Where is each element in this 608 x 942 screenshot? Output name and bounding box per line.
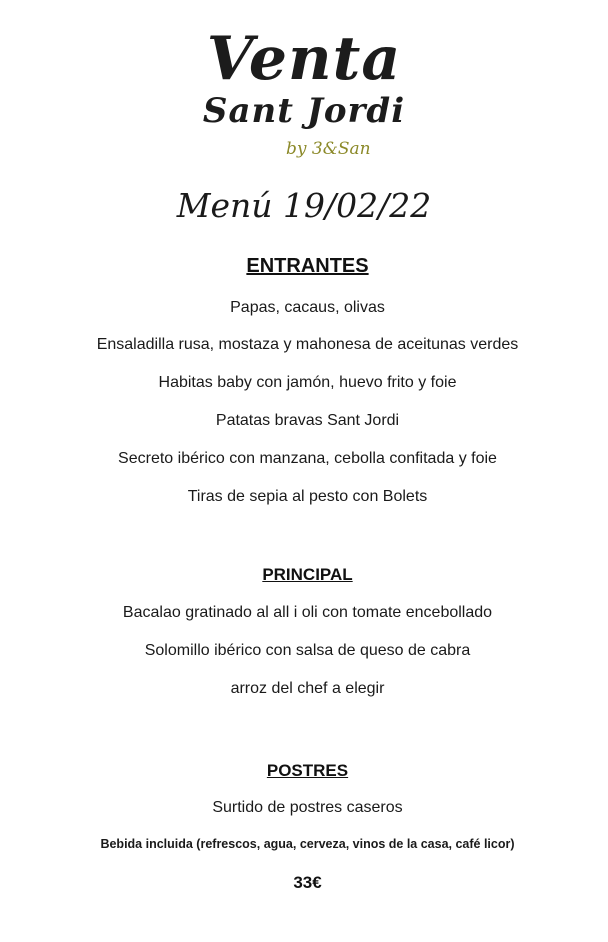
menu-item: Secreto ibérico con manzana, cebolla confitada y foie bbox=[118, 450, 497, 467]
section-heading-principal: PRINCIPAL bbox=[262, 565, 353, 584]
menu-price: 33€ bbox=[293, 873, 322, 892]
logo-sant-jordi-text: Sant Jordi bbox=[202, 91, 406, 131]
logo-venta-text: Venta bbox=[206, 24, 402, 94]
menu-title: Menú 19/02/22 bbox=[176, 186, 432, 225]
logo-byline: by 3&San bbox=[286, 139, 371, 159]
menu-item: Patatas bravas Sant Jordi bbox=[215, 412, 400, 429]
restaurant-logo bbox=[0, 26, 608, 166]
menu-item: Solomillo ibérico con salsa de queso de cabra bbox=[144, 642, 471, 659]
section-heading-postres: POSTRES bbox=[266, 761, 349, 780]
menu-item: Bacalao gratinado al all i oli con tomate encebollado bbox=[122, 604, 493, 621]
menu-item: Surtido de postres caseros bbox=[212, 799, 403, 816]
section-heading-entrantes: ENTRANTES bbox=[246, 255, 369, 277]
drinks-included-note: Bebida incluida (refrescos, agua, cerveza, vinos de la casa, café licor) bbox=[100, 837, 515, 851]
menu-item: arroz del chef a elegir bbox=[230, 680, 385, 697]
menu-item: Habitas baby con jamón, huevo frito y foie bbox=[158, 374, 457, 391]
menu-item: Papas, cacaus, olivas bbox=[230, 299, 385, 316]
menu-item: Ensaladilla rusa, mostaza y mahonesa de aceitunas verdes bbox=[96, 336, 519, 353]
menu-item: Tiras de sepia al pesto con Bolets bbox=[187, 488, 428, 505]
